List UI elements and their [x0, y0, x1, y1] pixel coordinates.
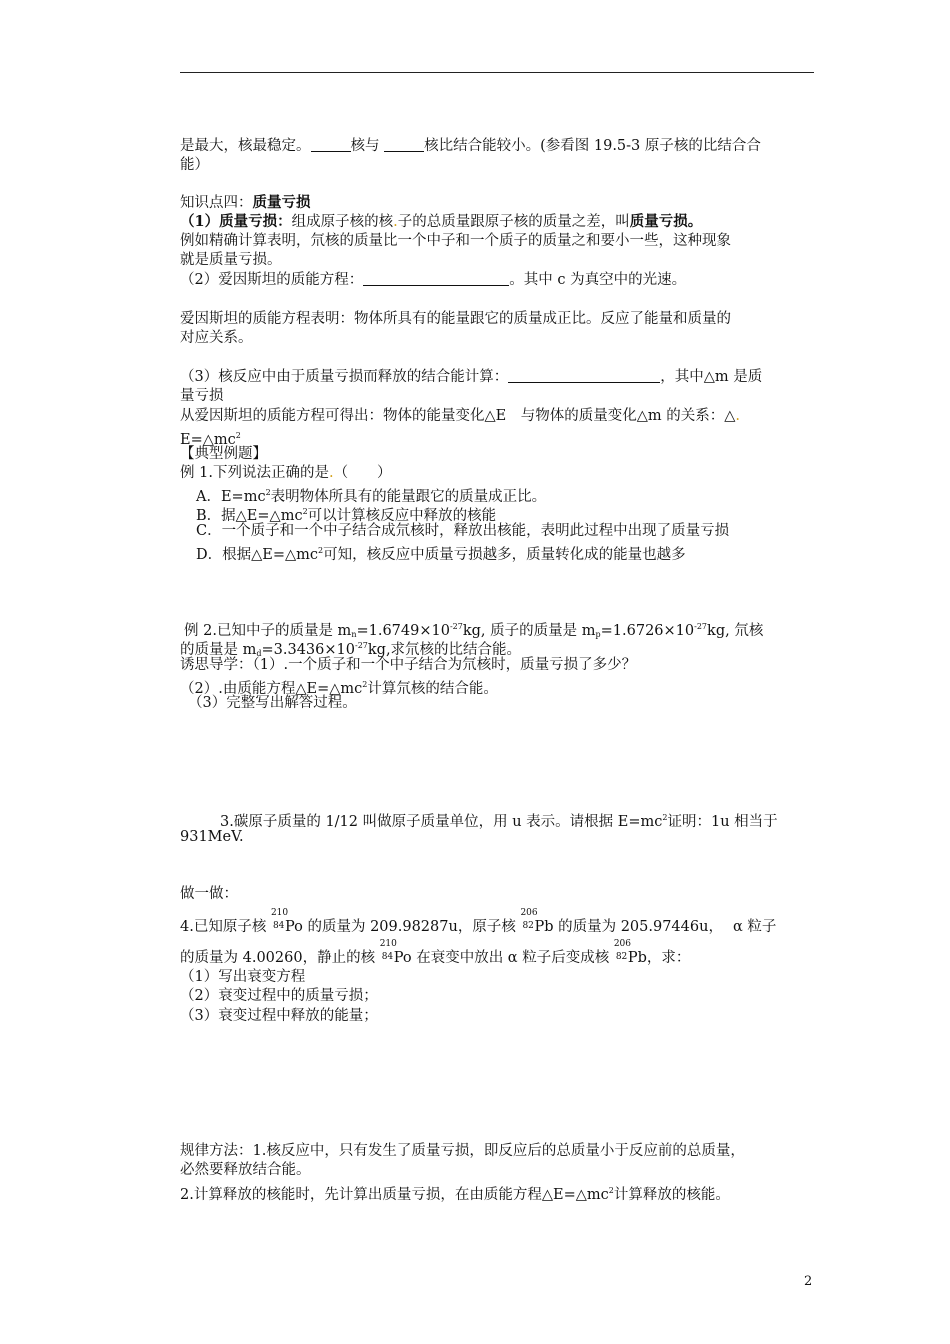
guide-line: （3）完整写出解答过程。: [188, 695, 357, 711]
text-line: 例如精确计算表明，氘核的质量比一个中子和一个质子的质量之和要小一些，这种现象: [180, 233, 731, 249]
fill-blank[interactable]: [363, 271, 509, 286]
text-line: 能）: [180, 157, 209, 173]
section-heading: 【典型例题】: [180, 446, 267, 462]
method-line: 2.计算释放的核能时，先计算出质量亏损，在由质能方程$\triangle E=\triangle mc^2$计算释放的核能。: [180, 1186, 730, 1203]
text-line: 量亏损: [180, 388, 224, 404]
header-rule: [180, 72, 814, 73]
text-line: 是最大，核最稳定。 核与 核比结合能较小。(参看图 19.5-3 原子核的比结合合: [180, 138, 761, 154]
text-line: （2）爱因斯坦的质能方程： 。其中 c 为真空中的光速。: [180, 272, 687, 288]
isotope-pb: 206 82: [613, 939, 632, 962]
option-d[interactable]: D．根据$\triangle E=\triangle mc^2$可知，核反应中质量亏损越多，质量转化成的能量也越多: [196, 546, 686, 563]
isotope-po: 210 84: [270, 908, 289, 931]
text-line: 对应关系。: [180, 330, 253, 346]
page-number: 2: [804, 1274, 813, 1289]
section-heading: 知识点四：质量亏损: [180, 194, 311, 211]
text-line: 从爱因斯坦的质能方程可得出：物体的能量变化△E 与物体的质量变化△m 的关系：△.: [180, 408, 741, 424]
option-a[interactable]: A．$E=mc^2$表明物体所具有的能量跟它的质量成正比。: [196, 488, 547, 505]
text-line: （3）核反应中由于质量亏损而释放的结合能计算： ，其中△m 是质: [180, 369, 763, 385]
text-line: 爱因斯坦的质能方程表明：物体所具有的能量跟它的质量成正比。反应了能量和质量的: [180, 311, 731, 327]
question-2: 例 2.已知中子的质量是 $m_n=1.6749\times 10^{-27}kg$, 质子的质量是 $m_p=1.6726\times 10^{-27}kg$, 氘核: [184, 622, 764, 639]
method-line: 必然要释放结合能。: [180, 1162, 311, 1178]
isotope-po: 210 84: [379, 939, 397, 962]
definition-line: （1）质量亏损：组成原子核的核.子的总质量跟原子核的质量之差，叫质量亏损。: [180, 213, 703, 230]
sub-question: （3）衰变过程中释放的能量；: [180, 1008, 378, 1024]
sub-question: （2）衰变过程中的质量亏损；: [180, 988, 378, 1004]
text-line: $E=\triangle mc^2$: [180, 431, 241, 448]
question-3: 3.碳原子质量的 1/12 叫做原子质量单位，用 u 表示。请根据 $E=mc^2$证明：1u 相当于: [220, 813, 778, 830]
question-4: 4.已知原子核 210 84 Po 的质量为 209.98287u，原子核 206 82 Pb 的质量为 205.97446u， α 粒子: [180, 908, 777, 935]
fill-blank[interactable]: [311, 137, 351, 152]
option-c[interactable]: C．一个质子和一个中子结合成氘核时，释放出核能，表明此过程中出现了质量亏损: [196, 523, 730, 539]
option-b[interactable]: B．据$\triangle E=\triangle mc^2$可以计算核反应中释放的核能: [196, 507, 497, 524]
fill-blank[interactable]: [508, 368, 660, 383]
question-1: 例 1.下列说法正确的是.（ ）: [180, 465, 392, 481]
question-2: 的质量是 $m_d=3.3436\times 10^{-27}kg$,求氘核的比结合能。: [180, 641, 522, 658]
method-line: 规律方法：1.核反应中，只有发生了质量亏损，即反应后的总质量小于反应前的总质量，: [180, 1143, 745, 1159]
isotope-pb: 206 82: [520, 908, 538, 931]
question-3: 931MeV.: [180, 829, 244, 845]
guide-line: （2）.由质能方程$\triangle E=\triangle mc^2$计算氘核的结合能。: [180, 680, 498, 697]
text-line: 就是质量亏损。: [180, 252, 282, 268]
guide-line: 诱思导学：（1）.一个质子和一个中子结合为氘核时，质量亏损了多少？: [180, 657, 637, 673]
fill-blank[interactable]: [384, 137, 424, 152]
sub-question: （1）写出衰变方程: [180, 969, 306, 985]
question-4: 的质量为 4.00260，静止的核 210 84 Po 在衰变中放出 α 粒子后变成核 206 82 Pb，求：: [180, 939, 691, 966]
section-heading: 做一做：: [180, 886, 238, 902]
